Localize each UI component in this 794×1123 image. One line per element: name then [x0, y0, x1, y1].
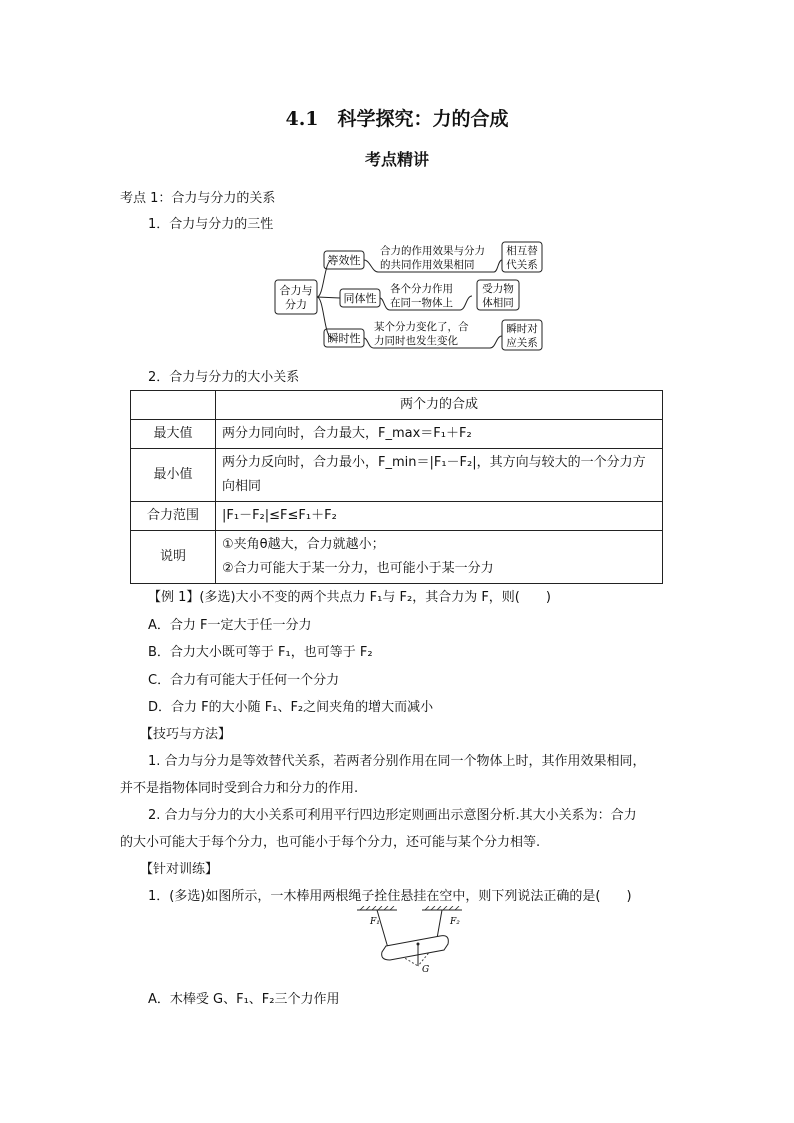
table-row: [131, 420, 663, 449]
center-of-gravity: [417, 943, 420, 946]
row-content-max: [216, 420, 663, 449]
training-heading: 【针对训练】: [140, 862, 219, 877]
row-label-max: 最大值: [131, 420, 216, 449]
branch-desc-3b: 力同时也发生变化: [374, 335, 458, 347]
table-header-row: [131, 391, 663, 420]
branch-result-2a: 受力物: [482, 283, 514, 295]
row-label-range: 合力范围: [131, 502, 216, 531]
label-g: G: [422, 965, 430, 975]
rope-left: [377, 910, 388, 948]
branch-label-2: 同体性: [343, 292, 377, 305]
example-1-question: (多选)大小不变的两个共点力 F₁与 F₂，其合力为 F，则( ): [199, 590, 551, 605]
section-title: 考点精讲: [364, 150, 429, 169]
label-f1: F₁: [370, 917, 380, 927]
wooden-stick: [382, 936, 449, 960]
row-content-min-line1: 两分力反向时，合力最小，F_min＝|F₁－F₂|，其方向与较大的一个分力方: [222, 455, 646, 470]
row-content-note-line1: ①夹角θ越大，合力就越小；: [222, 537, 385, 552]
tips-heading: 【技巧与方法】: [140, 727, 232, 742]
three-properties-diagram: [272, 240, 552, 355]
page-title: 4.1 科学探究：力的合成: [285, 108, 509, 130]
example-1-stem: [148, 586, 551, 605]
row-content-min: [216, 449, 663, 502]
branch-desc-1a: 合力的作用效果与分力: [380, 245, 485, 257]
tips-p2-line1: 2. 合力与分力的大小关系可利用平行四边形定则画出示意图分析.其大小关系为：合力: [148, 808, 637, 823]
example-1-option-d: D．合力 F的大小随 F₁、F₂之间夹角的增大而减小: [148, 700, 434, 715]
label-f2: F₂: [450, 917, 460, 927]
tips-p1-line1: 1. 合力与分力是等效替代关系，若两者分别作用在同一个物体上时，其作用效果相同，: [148, 754, 646, 769]
branch-result-1b: 代关系: [506, 259, 538, 271]
branch-result-2b: 体相同: [482, 297, 514, 309]
row-label-note: 说明: [131, 531, 216, 584]
branch-label-3: 瞬时性: [327, 332, 361, 345]
example-1-tag: 【例 1】: [148, 590, 200, 605]
section-1-heading: 1．合力与分力的三性: [148, 217, 274, 232]
row-content-note: [216, 531, 663, 584]
row-content-range-line: |F₁－F₂|≤F≤F₁＋F₂: [222, 508, 337, 523]
table-row: [131, 449, 663, 502]
center-label-line2: 分力: [285, 298, 307, 311]
row-content-max-line: 两分力同向时，合力最大，F_max＝F₁＋F₂: [222, 426, 472, 441]
row-content-range: [216, 502, 663, 531]
branch-desc-3a: 某个分力变化了，合: [374, 321, 469, 333]
branch-desc-2b: 在同一物体上: [390, 297, 453, 309]
tips-p1-line2: 并不是指物体同时受到合力和分力的作用.: [120, 781, 359, 796]
force-summary-table: [130, 390, 663, 584]
branch-result-3b: 应关系: [506, 337, 538, 349]
table-row: [131, 531, 663, 584]
brace-mid: [317, 297, 340, 298]
training-q1-option-a: A．木棒受 G、F₁、F₂三个力作用: [148, 992, 340, 1007]
example-1-option-c: C．合力有可能大于任何一个分力: [148, 673, 340, 688]
row-content-min-line2: 向相同: [222, 479, 262, 494]
tips-p2-line2: 的大小可能大于每个分力，也可能小于每个分力，还可能与某个分力相等.: [120, 835, 541, 850]
branch-label-1: 等效性: [327, 254, 361, 267]
branch-desc-1b: 的共同作用效果相同: [380, 259, 475, 271]
branch-result-1a: 相互替: [506, 245, 538, 257]
example-1-option-b: B．合力大小既可等于 F₁，也可等于 F₂: [148, 645, 373, 660]
row-label-min: 最小值: [131, 449, 216, 502]
branch-result-3a: 瞬时对: [506, 323, 538, 335]
example-1-option-a: A．合力 F一定大于任一分力: [148, 618, 312, 633]
row-content-note-line2: ②合力可能大于某一分力，也可能小于某一分力: [222, 561, 494, 576]
branch-desc-2a: 各个分力作用: [390, 283, 453, 295]
training-q1: 1．(多选)如图所示，一木棒用两根绳子拴住悬挂在空中，则下列说法正确的是( ): [148, 889, 632, 904]
table-row: [131, 502, 663, 531]
hanging-stick-figure: [352, 906, 472, 978]
center-label-line1: 合力与: [279, 284, 313, 297]
section-2-heading: 2．合力与分力的大小关系: [148, 370, 300, 385]
table-header: 两个力的合成: [216, 391, 663, 420]
kaodian-heading: 考点 1：合力与分力的关系: [120, 191, 276, 206]
